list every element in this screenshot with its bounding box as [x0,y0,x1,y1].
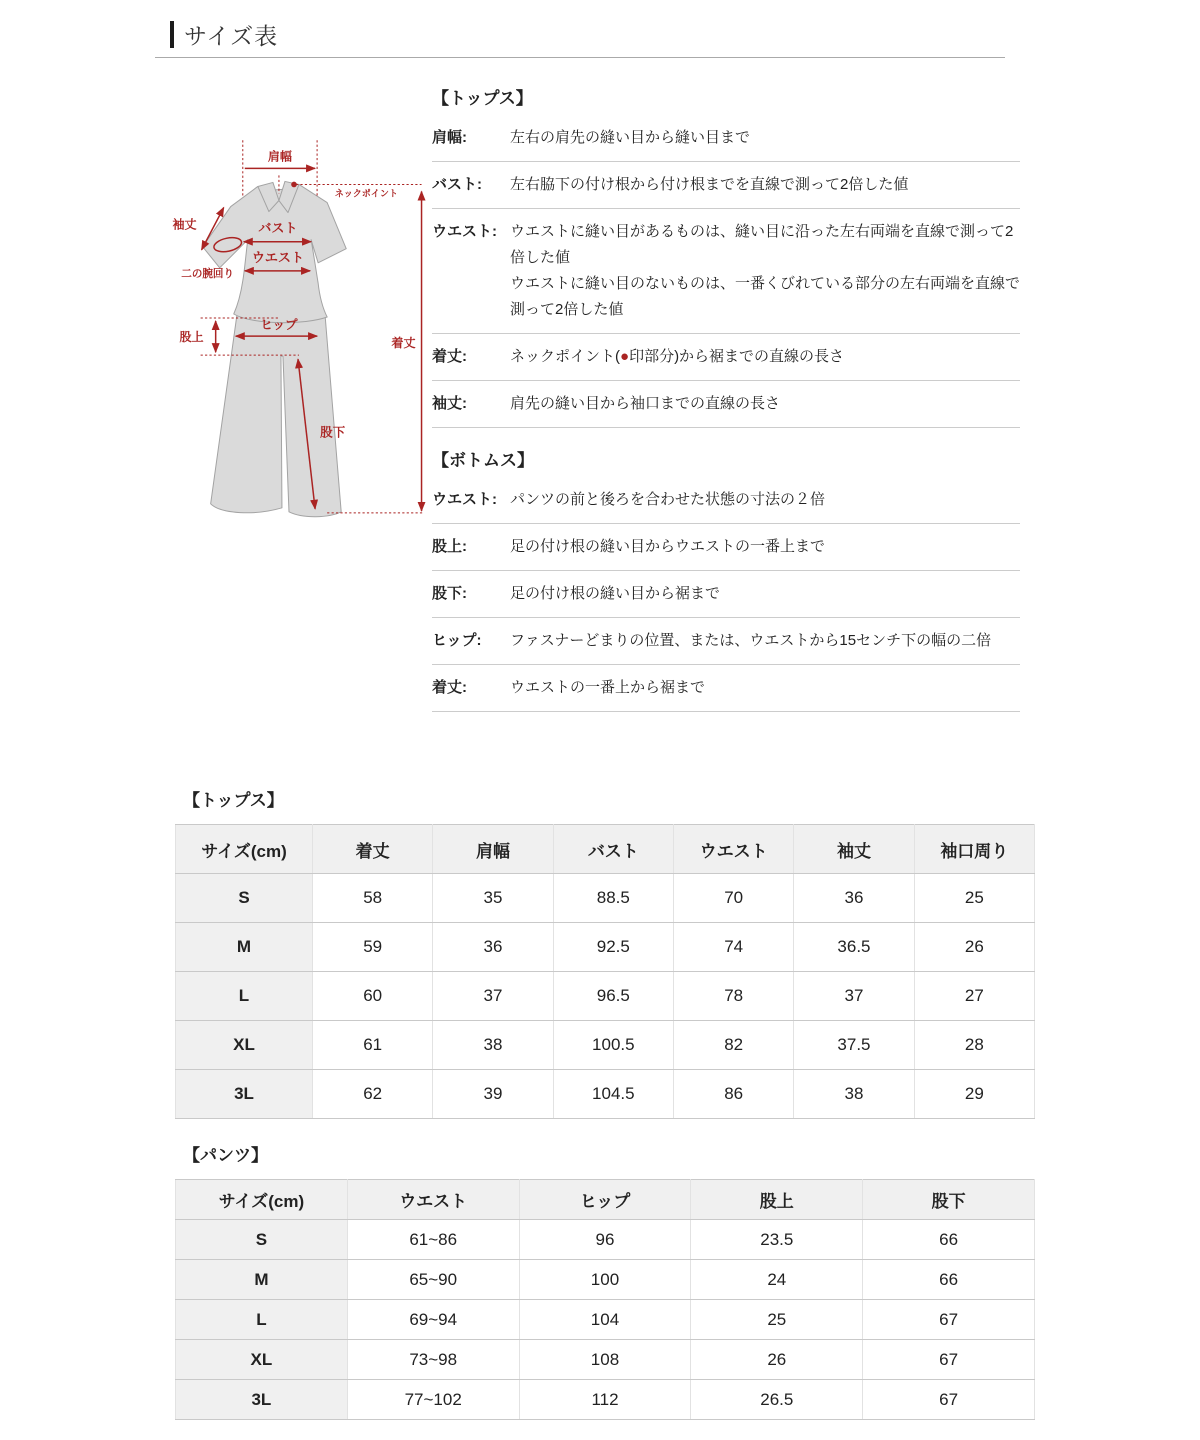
measure-definition: ウエストの一番上から裾まで [510,679,706,696]
definition-text: ネックポイント( [510,348,620,365]
value-cell: 104.5 [553,1070,673,1119]
bottoms-guide-heading: 【ボトムス】 [432,451,534,470]
guide-row-hip [432,618,1020,665]
value-cell: 77~102 [347,1380,519,1420]
value-cell: 96.5 [553,972,673,1021]
value-cell: 66 [863,1220,1035,1260]
inseam-label: 股下 [320,425,346,440]
value-cell: 70 [673,874,793,923]
measure-definition: ファスナーどまりの位置、または、ウエストから15センチ下の幅の二倍 [510,632,992,649]
value-cell: 82 [673,1021,793,1070]
measure-column-header: 股下 [863,1180,1035,1220]
value-cell: 27 [914,972,1034,1021]
guide-row-inseam [432,571,1020,618]
measure-definition-line: ウエストに縫い目のないものは、一番くびれている部分の左右両端を直線で測って2倍した値 [510,275,1021,318]
measure-definition: 左右の肩先の縫い目から縫い目まで [510,129,751,146]
table-row [176,1021,1035,1070]
measure-term: 肩幅: [432,129,467,146]
value-cell: 108 [519,1340,691,1380]
guide-row-waist-top [432,209,1020,334]
neck-point-label: ネックポイント [334,188,398,199]
measurement-guide [432,84,1020,712]
value-cell: 92.5 [553,923,673,972]
measure-definition: 足の付け根の縫い目から裾まで [510,585,721,602]
page-header [170,18,278,51]
value-cell: 62 [313,1070,433,1119]
measure-column-header: 袖口周り [914,825,1034,874]
value-cell: 100 [519,1260,691,1300]
value-cell: 37 [433,972,553,1021]
value-cell: 59 [313,923,433,972]
upper-arm-label: 二の腕回り [181,267,234,280]
guide-row-rise [432,524,1020,571]
tops-guide-heading: 【トップス】 [432,89,533,108]
measure-term: 股下: [432,585,467,602]
value-cell: 112 [519,1380,691,1420]
value-cell: 36 [794,874,914,923]
neck-point-dot-glyph: ● [620,348,630,365]
waist-label: ウエスト [251,249,305,265]
value-cell: 67 [863,1340,1035,1380]
size-column-header: サイズ(cm) [176,1180,348,1220]
value-cell: 78 [673,972,793,1021]
rise-label: 股上 [179,330,204,345]
table-row [176,972,1035,1021]
size-cell: S [176,1220,348,1260]
value-cell: 25 [914,874,1034,923]
value-cell: 36 [433,923,553,972]
measure-term: ウエスト: [432,491,497,508]
guide-row-waist-bottom [432,477,1020,524]
value-cell: 66 [863,1260,1035,1300]
definition-text: 印部分)から裾までの直線の長さ [629,348,845,365]
size-cell: L [176,1300,348,1340]
size-cell: L [176,972,313,1021]
size-cell: M [176,1260,348,1300]
value-cell: 67 [863,1300,1035,1340]
value-cell: 38 [794,1070,914,1119]
measure-definition: 足の付け根の縫い目からウエストの一番上まで [510,538,826,555]
measure-column-header: ウエスト [673,825,793,874]
value-cell: 37 [794,972,914,1021]
value-cell: 24 [691,1260,863,1300]
sleeve-length-label: 袖丈 [172,217,197,232]
tops-table-heading: 【トップス】 [183,791,284,810]
pants-size-table [175,1179,1035,1420]
garment-measurement-illustration [158,78,430,550]
guide-row-length-top [432,334,1020,381]
measure-term: 袖丈: [432,395,467,412]
value-cell: 37.5 [794,1021,914,1070]
page-title: サイズ表 [184,23,279,49]
measure-term: ウエスト: [432,223,497,240]
value-cell: 26.5 [691,1380,863,1420]
value-cell: 26 [691,1340,863,1380]
hip-label: ヒップ [260,318,298,333]
value-cell: 100.5 [553,1021,673,1070]
bust-label: バスト [258,220,298,236]
pants-illustration [211,316,342,517]
table-row [176,1380,1035,1420]
value-cell: 26 [914,923,1034,972]
value-cell: 39 [433,1070,553,1119]
measure-column-header: ヒップ [519,1180,691,1220]
table-row [176,1220,1035,1260]
measure-definition [510,344,1020,370]
neck-point-dot [291,182,297,188]
value-cell: 58 [313,874,433,923]
value-cell: 38 [433,1021,553,1070]
value-cell: 96 [519,1220,691,1260]
measure-column-header: 股上 [691,1180,863,1220]
guide-row-sleeve [432,381,1020,428]
title-accent-bar [170,21,174,48]
tops-size-table [175,824,1035,1119]
garment-length-label: 着丈 [391,336,416,351]
guide-row-length-bottom [432,665,1020,712]
table-row [176,1070,1035,1119]
value-cell: 60 [313,972,433,1021]
value-cell: 65~90 [347,1260,519,1300]
shoulder-width-label: 肩幅 [267,149,292,164]
value-cell: 104 [519,1300,691,1340]
table-row [176,874,1035,923]
measure-column-header: 肩幅 [433,825,553,874]
value-cell: 25 [691,1300,863,1340]
measure-term: バスト: [432,176,482,193]
measure-term: 着丈: [432,679,467,696]
measurement-diagram [158,78,430,550]
value-cell: 73~98 [347,1340,519,1380]
table-row [176,1340,1035,1380]
table-header-row [176,825,1035,874]
size-cell: 3L [176,1070,313,1119]
value-cell: 36.5 [794,923,914,972]
size-cell: 3L [176,1380,348,1420]
measure-column-header: バスト [553,825,673,874]
header-divider [155,57,1005,58]
value-cell: 61~86 [347,1220,519,1260]
pants-table-heading: 【パンツ】 [183,1146,268,1165]
value-cell: 86 [673,1070,793,1119]
measure-term: ヒップ: [432,632,482,649]
value-cell: 67 [863,1380,1035,1420]
size-column-header: サイズ(cm) [176,825,313,874]
measure-definition: パンツの前と後ろを合わせた状態の寸法の２倍 [510,491,826,508]
measure-definition: 肩先の縫い目から袖口までの直線の長さ [510,395,781,412]
size-tables [175,786,1035,1420]
size-cell: M [176,923,313,972]
value-cell: 69~94 [347,1300,519,1340]
table-row [176,1300,1035,1340]
value-cell: 23.5 [691,1220,863,1260]
table-header-row [176,1180,1035,1220]
measure-column-header: 着丈 [313,825,433,874]
guide-row-bust [432,162,1020,209]
guide-row-shoulder [432,115,1020,162]
value-cell: 61 [313,1021,433,1070]
value-cell: 88.5 [553,874,673,923]
measure-term: 股上: [432,538,467,555]
value-cell: 28 [914,1021,1034,1070]
size-cell: S [176,874,313,923]
table-row [176,1260,1035,1300]
measure-column-header: ウエスト [347,1180,519,1220]
size-cell: XL [176,1340,348,1380]
value-cell: 74 [673,923,793,972]
measure-definition-line: ウエストに縫い目があるものは、縫い目に沿った左右両端を直線で測って2倍した値 [510,223,1014,266]
table-row [176,923,1035,972]
value-cell: 35 [433,874,553,923]
value-cell: 29 [914,1070,1034,1119]
measure-column-header: 袖丈 [794,825,914,874]
measure-term: 着丈: [432,348,467,365]
size-cell: XL [176,1021,313,1070]
measure-definition: 左右脇下の付け根から付け根までを直線で測って2倍した値 [510,176,909,193]
measure-definition [510,219,1020,323]
